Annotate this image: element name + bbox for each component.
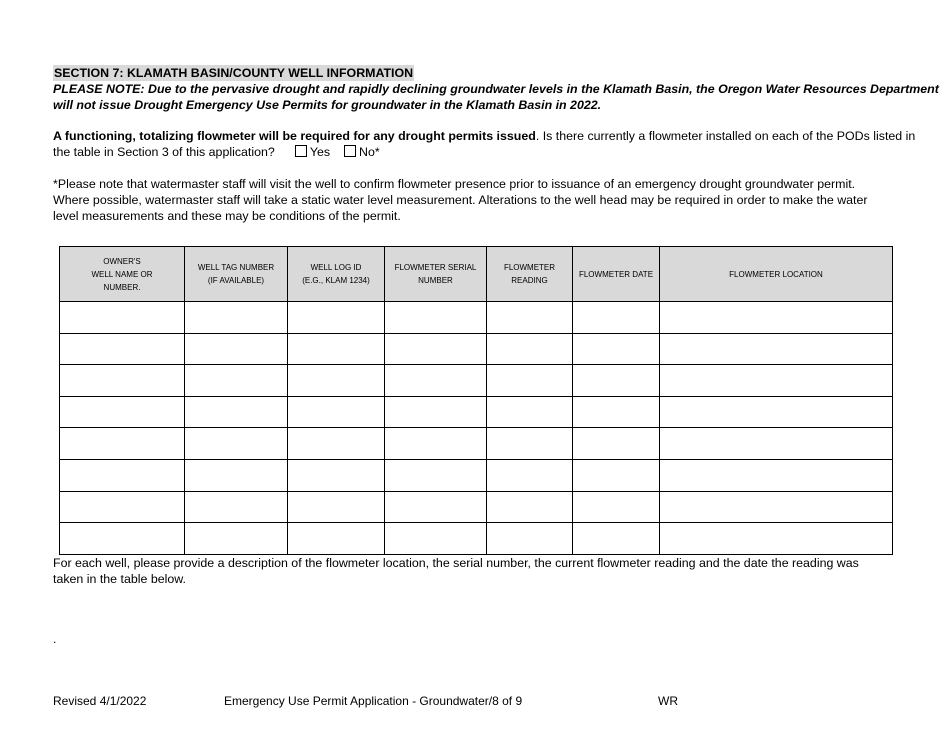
cell-well-log-id[interactable]: [288, 523, 385, 555]
cell-flowmeter-serial[interactable]: [385, 333, 487, 365]
cell-well-log-id[interactable]: [288, 428, 385, 460]
section-title: SECTION 7: KLAMATH BASIN/COUNTY WELL INFORMATION: [54, 66, 414, 80]
cell-flowmeter-serial[interactable]: [385, 459, 487, 491]
flowmeter-question-text-2: the table in Section 3 of this application?: [53, 145, 275, 159]
table-header-row: [60, 247, 893, 302]
table-row: [60, 523, 893, 555]
cell-flowmeter-serial[interactable]: [385, 365, 487, 397]
cell-flowmeter-date[interactable]: [573, 365, 660, 397]
drought-notice: [53, 81, 939, 113]
cell-well-log-id[interactable]: [288, 459, 385, 491]
cell-flowmeter-location[interactable]: [660, 365, 893, 397]
cell-flowmeter-location[interactable]: [660, 523, 893, 555]
header-well-log-id: WELL LOG ID (E.G., KLAM 1234): [288, 247, 385, 302]
cell-well-log-id[interactable]: [288, 491, 385, 523]
table-row: [60, 365, 893, 397]
cell-flowmeter-serial[interactable]: [385, 302, 487, 334]
instruction-line: For each well, please provide a description of the flowmeter location, the serial number, the current flowmeter reading and the date the reading was: [53, 556, 859, 570]
cell-owners-well-name[interactable]: [60, 302, 185, 334]
cell-flowmeter-location[interactable]: [660, 302, 893, 334]
cell-well-tag-number[interactable]: [185, 365, 288, 397]
notice-line: will not issue Drought Emergency Use Permits for groundwater in the Klamath Basin in 2022.: [53, 98, 602, 112]
cell-flowmeter-reading[interactable]: [487, 365, 573, 397]
flowmeter-requirement: A functioning, totalizing flowmeter will be required for any drought permits issued: [53, 129, 536, 143]
footer-revised: Revised 4/1/2022: [53, 694, 147, 708]
footer-title: Emergency Use Permit Application - Groundwater/8 of 9: [224, 694, 523, 708]
cell-well-log-id[interactable]: [288, 333, 385, 365]
cell-flowmeter-reading[interactable]: [487, 459, 573, 491]
table-instructions: [53, 555, 903, 587]
cell-owners-well-name[interactable]: [60, 428, 185, 460]
notice-line: PLEASE NOTE: Due to the pervasive drought and rapidly declining groundwater levels in the Klamath Basin, the Oregon Water Resources Department: [53, 82, 939, 96]
table-row: [60, 333, 893, 365]
cell-owners-well-name[interactable]: [60, 396, 185, 428]
cell-flowmeter-location[interactable]: [660, 459, 893, 491]
cell-well-log-id[interactable]: [288, 302, 385, 334]
cell-flowmeter-location[interactable]: [660, 396, 893, 428]
cell-flowmeter-date[interactable]: [573, 396, 660, 428]
cell-flowmeter-date[interactable]: [573, 333, 660, 365]
header-flowmeter-location: FLOWMETER LOCATION: [660, 247, 893, 302]
table-row: [60, 396, 893, 428]
cell-flowmeter-date[interactable]: [573, 459, 660, 491]
header-well-tag-number: WELL TAG NUMBER (IF AVAILABLE): [185, 247, 288, 302]
no-label: No*: [359, 145, 380, 159]
note-line: level measurements and these may be conditions of the permit.: [53, 209, 401, 223]
cell-owners-well-name[interactable]: [60, 491, 185, 523]
cell-well-tag-number[interactable]: [185, 333, 288, 365]
note-line: Where possible, watermaster staff will take a static water level measurement. Alterations to the well head may be required in order to make the water: [53, 193, 868, 207]
yes-label: Yes: [309, 145, 331, 159]
well-information-table: [59, 246, 893, 555]
header-flowmeter-reading: FLOWMETER READING: [487, 247, 573, 302]
cell-flowmeter-date[interactable]: [573, 491, 660, 523]
no-checkbox[interactable]: [344, 145, 356, 157]
cell-well-tag-number[interactable]: [185, 428, 288, 460]
stray-mark: .: [53, 632, 57, 646]
table-row: [60, 459, 893, 491]
table-body: [60, 302, 893, 555]
table-row: [60, 491, 893, 523]
cell-flowmeter-reading[interactable]: [487, 396, 573, 428]
cell-flowmeter-reading[interactable]: [487, 333, 573, 365]
cell-owners-well-name[interactable]: [60, 333, 185, 365]
header-flowmeter-serial: FLOWMETER SERIAL NUMBER: [385, 247, 487, 302]
header-flowmeter-date: FLOWMETER DATE: [573, 247, 660, 302]
cell-well-tag-number[interactable]: [185, 523, 288, 555]
cell-flowmeter-location[interactable]: [660, 491, 893, 523]
flowmeter-question-line-2: [53, 144, 903, 160]
table-row: [60, 428, 893, 460]
header-owners-well-name: OWNER'S WELL NAME OR NUMBER.: [60, 247, 185, 302]
cell-flowmeter-reading[interactable]: [487, 428, 573, 460]
cell-flowmeter-reading[interactable]: [487, 302, 573, 334]
cell-flowmeter-location[interactable]: [660, 428, 893, 460]
table-row: [60, 302, 893, 334]
cell-flowmeter-date[interactable]: [573, 523, 660, 555]
cell-well-tag-number[interactable]: [185, 459, 288, 491]
note-line: *Please note that watermaster staff will visit the well to confirm flowmeter presence prior to issuance of an emergency drought groundwater permit.: [53, 177, 856, 191]
instruction-line: taken in the table below.: [53, 572, 186, 586]
cell-well-log-id[interactable]: [288, 396, 385, 428]
footer-code: WR: [658, 694, 678, 708]
cell-flowmeter-date[interactable]: [573, 302, 660, 334]
cell-flowmeter-serial[interactable]: [385, 428, 487, 460]
cell-owners-well-name[interactable]: [60, 459, 185, 491]
cell-well-tag-number[interactable]: [185, 302, 288, 334]
watermaster-note: [53, 176, 903, 224]
cell-flowmeter-serial[interactable]: [385, 523, 487, 555]
flowmeter-question: [53, 128, 916, 160]
cell-flowmeter-serial[interactable]: [385, 491, 487, 523]
cell-flowmeter-serial[interactable]: [385, 396, 487, 428]
cell-flowmeter-reading[interactable]: [487, 491, 573, 523]
cell-well-tag-number[interactable]: [185, 396, 288, 428]
cell-flowmeter-date[interactable]: [573, 428, 660, 460]
cell-well-tag-number[interactable]: [185, 491, 288, 523]
flowmeter-question-line-1: [53, 128, 916, 144]
flowmeter-question-text: . Is there currently a flowmeter installed on each of the PODs listed in: [535, 129, 916, 143]
cell-owners-well-name[interactable]: [60, 365, 185, 397]
cell-well-log-id[interactable]: [288, 365, 385, 397]
cell-flowmeter-location[interactable]: [660, 333, 893, 365]
cell-flowmeter-reading[interactable]: [487, 523, 573, 555]
yes-checkbox[interactable]: [295, 145, 307, 157]
cell-owners-well-name[interactable]: [60, 523, 185, 555]
